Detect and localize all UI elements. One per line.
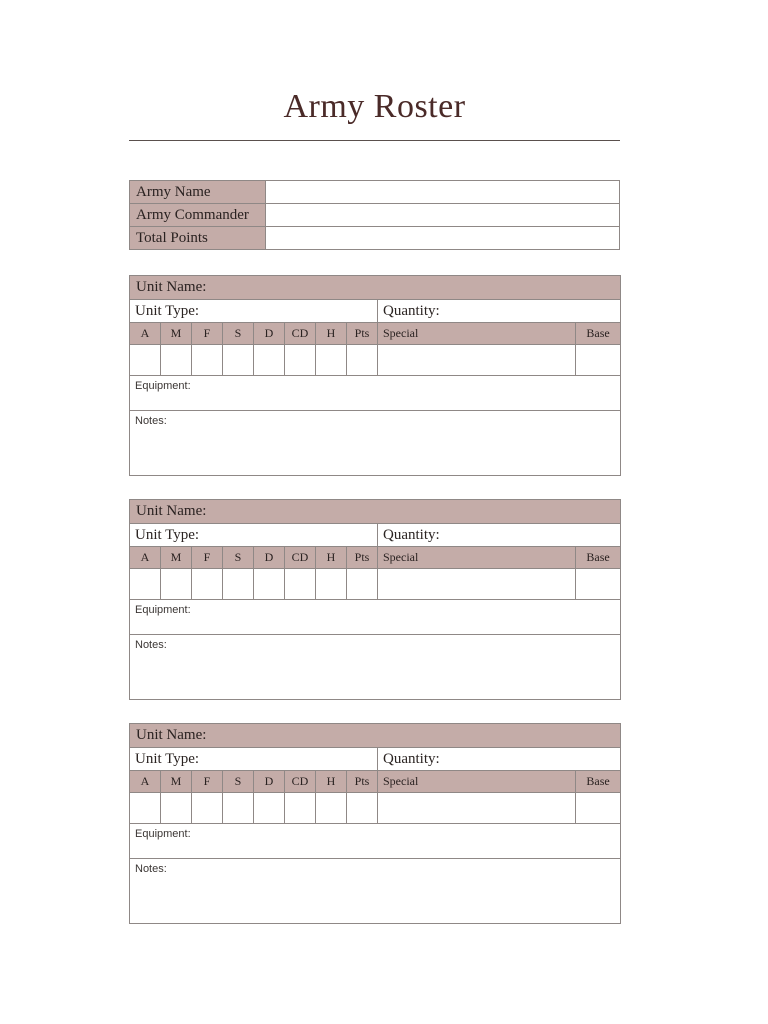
stat-header-m: M: [161, 547, 192, 569]
stat-header-pts: Pts: [347, 771, 378, 793]
stat-header-f: F: [192, 547, 223, 569]
quantity-label: Quantity:: [383, 526, 440, 543]
stat-cell-cd[interactable]: [285, 793, 316, 824]
stat-header-f: F: [192, 771, 223, 793]
stat-header-m: M: [161, 771, 192, 793]
stat-header-d: D: [254, 547, 285, 569]
unit-block: [129, 723, 621, 924]
unit-type-label: Unit Type:: [135, 526, 200, 543]
stat-header-a: A: [130, 323, 161, 345]
base-header: Base: [576, 323, 621, 345]
title-divider: [129, 140, 620, 141]
quantity-label: Quantity:: [383, 302, 440, 319]
base-cell[interactable]: [576, 569, 621, 600]
quantity-field[interactable]: [378, 524, 621, 547]
stat-cell-h[interactable]: [316, 569, 347, 600]
stat-cell-s[interactable]: [223, 793, 254, 824]
unit-type-field[interactable]: [130, 524, 378, 547]
unit-name-field[interactable]: [130, 276, 621, 300]
stat-header-d: D: [254, 323, 285, 345]
page-title: Army Roster: [283, 88, 466, 125]
unit-type-label: Unit Type:: [135, 302, 200, 319]
base-cell[interactable]: [576, 345, 621, 376]
quantity-label: Quantity:: [383, 750, 440, 767]
special-header: Special: [378, 771, 576, 793]
stat-cell-d[interactable]: [254, 569, 285, 600]
unit-type-field[interactable]: [130, 300, 378, 323]
notes-label: Notes:: [135, 639, 167, 651]
army-commander-field[interactable]: [266, 204, 620, 227]
stat-cell-m[interactable]: [161, 569, 192, 600]
stat-cell-a[interactable]: [130, 345, 161, 376]
stat-header-pts: Pts: [347, 547, 378, 569]
equipment-field[interactable]: [130, 376, 621, 411]
stat-header-row: [130, 547, 621, 569]
stat-header-row: [130, 323, 621, 345]
equipment-label: Equipment:: [135, 828, 191, 840]
stat-cell-f[interactable]: [192, 793, 223, 824]
army-name-field[interactable]: [266, 181, 620, 204]
stat-cell-pts[interactable]: [347, 793, 378, 824]
stat-header-pts: Pts: [347, 323, 378, 345]
total-points-field[interactable]: [266, 227, 620, 250]
unit-name-field[interactable]: [130, 500, 621, 524]
stat-cell-h[interactable]: [316, 793, 347, 824]
unit-block: [129, 499, 621, 700]
special-cell[interactable]: [378, 793, 576, 824]
base-header: Base: [576, 547, 621, 569]
special-cell[interactable]: [378, 345, 576, 376]
army-commander-row: [130, 204, 620, 227]
notes-label: Notes:: [135, 863, 167, 875]
stat-cell-m[interactable]: [161, 345, 192, 376]
stat-value-row: [130, 793, 621, 824]
stat-header-s: S: [223, 547, 254, 569]
stat-header-m: M: [161, 323, 192, 345]
total-points-label: Total Points: [130, 227, 266, 250]
stat-cell-cd[interactable]: [285, 345, 316, 376]
notes-field[interactable]: [130, 859, 621, 924]
stat-cell-m[interactable]: [161, 793, 192, 824]
notes-label: Notes:: [135, 415, 167, 427]
army-name-row: [130, 181, 620, 204]
army-info-table: [129, 180, 620, 250]
notes-field[interactable]: [130, 411, 621, 476]
quantity-field[interactable]: [378, 748, 621, 771]
stat-cell-a[interactable]: [130, 569, 161, 600]
stat-header-s: S: [223, 771, 254, 793]
unit-name-label: Unit Name:: [136, 727, 207, 743]
stat-header-row: [130, 771, 621, 793]
unit-name-label: Unit Name:: [136, 503, 207, 519]
stat-cell-d[interactable]: [254, 345, 285, 376]
stat-cell-s[interactable]: [223, 569, 254, 600]
equipment-field[interactable]: [130, 824, 621, 859]
stat-cell-cd[interactable]: [285, 569, 316, 600]
base-cell[interactable]: [576, 793, 621, 824]
stat-header-h: H: [316, 547, 347, 569]
base-header: Base: [576, 771, 621, 793]
stat-cell-a[interactable]: [130, 793, 161, 824]
special-header: Special: [378, 323, 576, 345]
stat-cell-h[interactable]: [316, 345, 347, 376]
total-points-row: [130, 227, 620, 250]
stat-value-row: [130, 345, 621, 376]
special-cell[interactable]: [378, 569, 576, 600]
army-commander-label: Army Commander: [130, 204, 266, 227]
unit-block: [129, 275, 621, 476]
stat-cell-f[interactable]: [192, 569, 223, 600]
unit-name-label: Unit Name:: [136, 279, 207, 295]
stat-cell-f[interactable]: [192, 345, 223, 376]
unit-name-field[interactable]: [130, 724, 621, 748]
stat-header-h: H: [316, 771, 347, 793]
stat-header-cd: CD: [285, 323, 316, 345]
stat-header-a: A: [130, 771, 161, 793]
stat-cell-pts[interactable]: [347, 569, 378, 600]
stat-header-a: A: [130, 547, 161, 569]
army-name-label: Army Name: [130, 181, 266, 204]
equipment-label: Equipment:: [135, 380, 191, 392]
quantity-field[interactable]: [378, 300, 621, 323]
equipment-field[interactable]: [130, 600, 621, 635]
stat-header-h: H: [316, 323, 347, 345]
stat-header-cd: CD: [285, 547, 316, 569]
stat-header-f: F: [192, 323, 223, 345]
stat-header-s: S: [223, 323, 254, 345]
unit-type-field[interactable]: [130, 748, 378, 771]
stat-header-cd: CD: [285, 771, 316, 793]
special-header: Special: [378, 547, 576, 569]
unit-type-label: Unit Type:: [135, 750, 200, 767]
stat-cell-d[interactable]: [254, 793, 285, 824]
stat-cell-pts[interactable]: [347, 345, 378, 376]
stat-value-row: [130, 569, 621, 600]
equipment-label: Equipment:: [135, 604, 191, 616]
notes-field[interactable]: [130, 635, 621, 700]
stat-header-d: D: [254, 771, 285, 793]
stat-cell-s[interactable]: [223, 345, 254, 376]
